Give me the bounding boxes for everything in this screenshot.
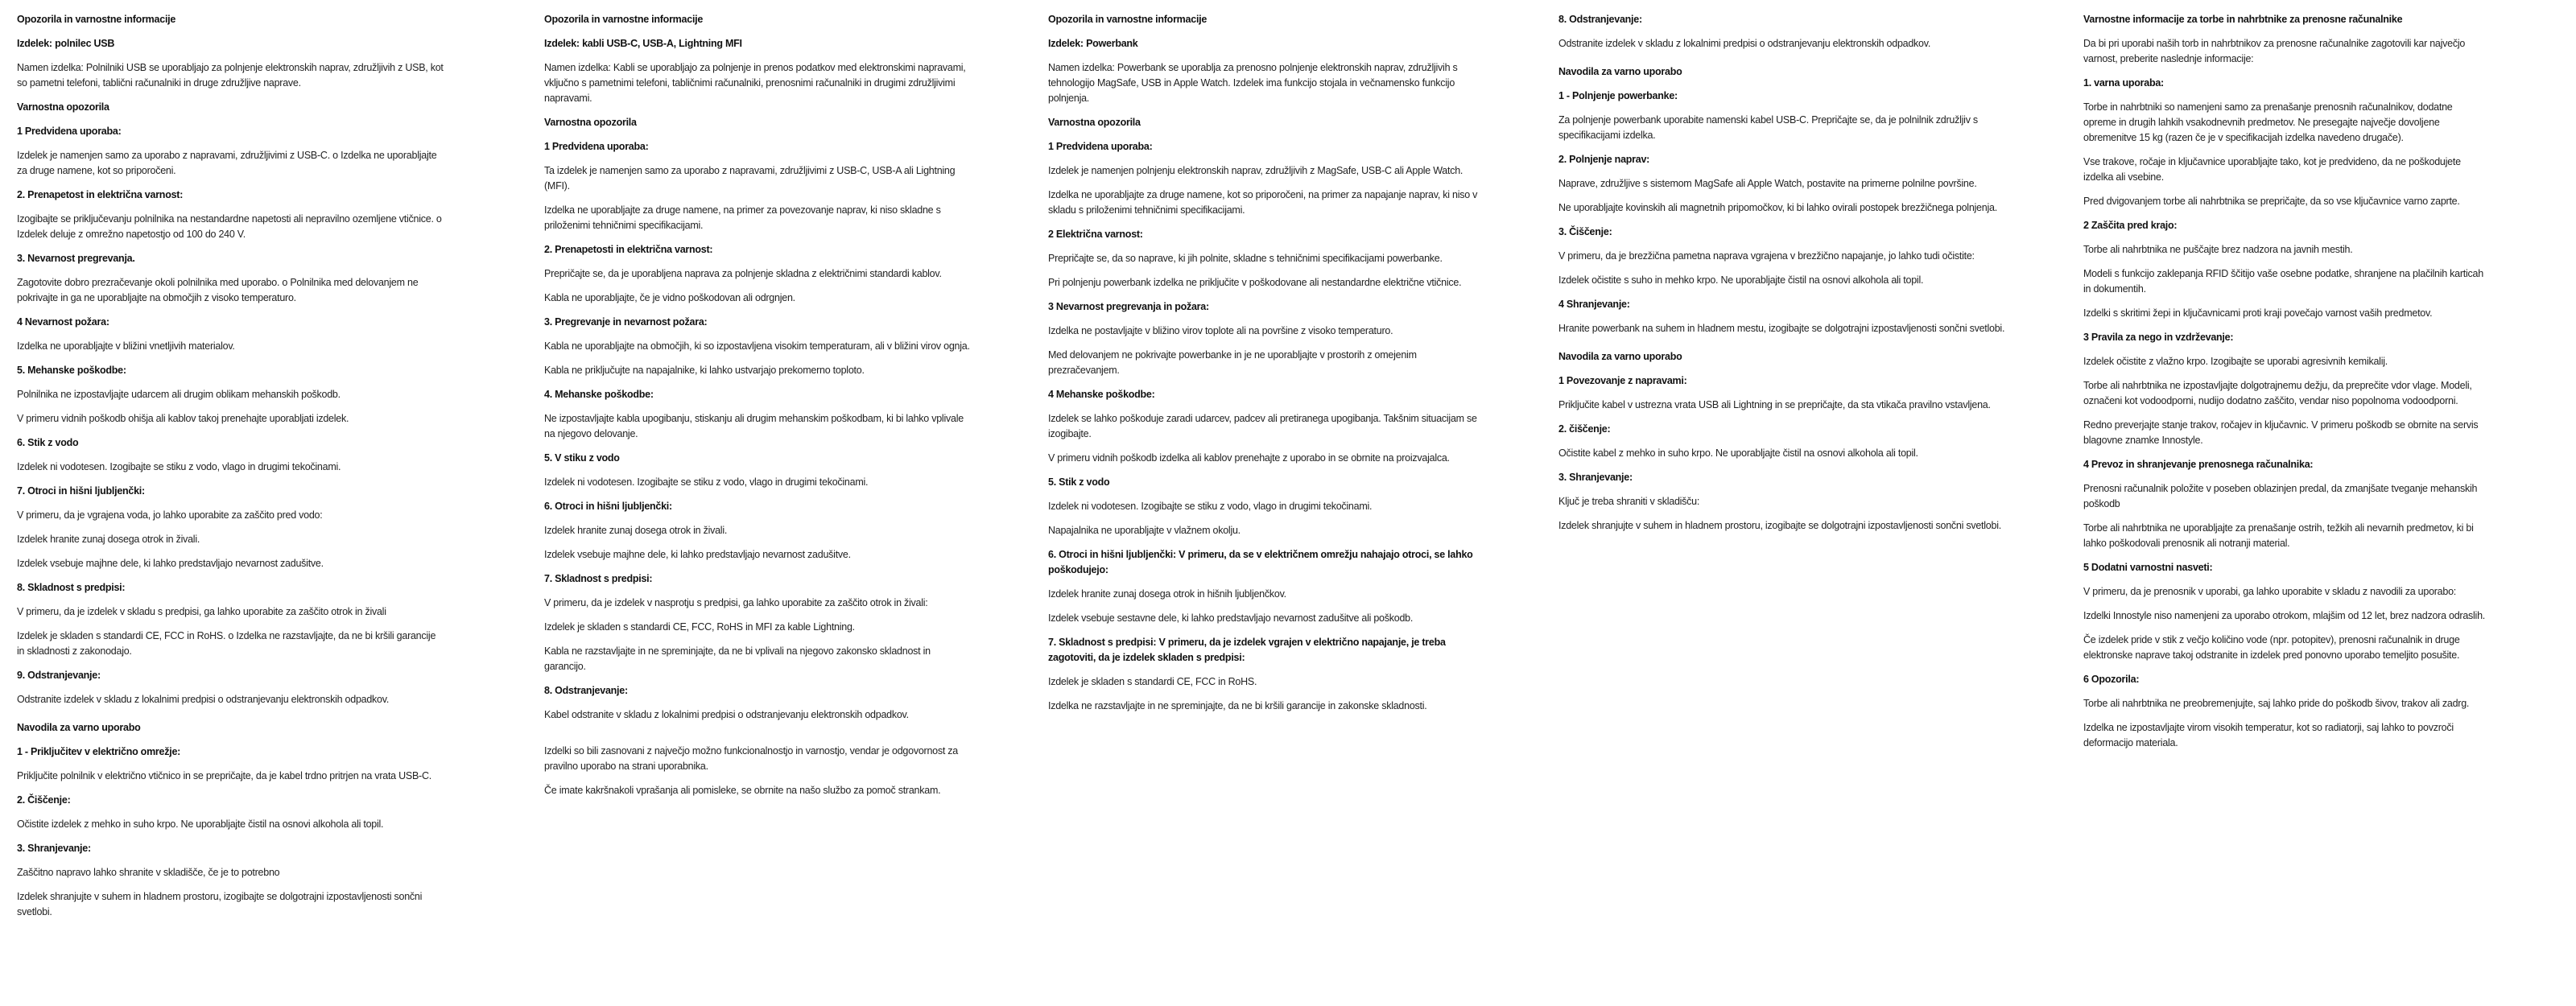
paragraph: Izdelek shranjujte v suhem in hladnem prostoru, izogibajte se dolgotrajni izpostavljenosti sončni svetlobi. [1558,520,2001,531]
section-heading: 2. čiščenje: [1558,423,1611,435]
paragraph: Izdelek hranite zunaj dosega otrok in živali. [544,525,728,536]
paragraph: Izdelka ne razstavljajte in ne spreminjajte, da ne bi kršili garancije in zakonske skladnosti. [1048,700,1427,711]
section-heading: Varnostna opozorila [544,117,637,128]
section-heading: Varnostna opozorila [1048,117,1141,128]
paragraph: Prepričajte se, da so naprave, ki jih polnite, skladne s tehničnimi specifikacijami powerbanke. [1048,253,1443,264]
paragraph: Izdelka ne uporabljajte za druge namene, kot so priporočeni, na primer za napajanje naprav, ki niso v skladu s priloženimi tehničnimi specifikacijami. [1048,189,1478,216]
section-heading: 1 - Priključitev v električno omrežje: [17,746,181,757]
paragraph: Vse trakove, ročaje in ključavnice uporabljajte tako, kot je predvideno, da ne poškodujete izdelka ali vsebine. [2083,156,2461,183]
paragraph: Naprave, združljive s sistemom MagSafe ali Apple Watch, postavite na primerne polnilne površine. [1558,178,1977,189]
paragraph: Prepričajte se, da je uporabljena naprava za polnjenje skladna z električnimi standardi kablov. [544,268,942,279]
paragraph: Izdelek se lahko poškoduje zaradi udarcev, padcev ali pretiranega upogibanja. Takšnim situacijam se izogibajte. [1048,413,1477,439]
section-heading: 4 Prevoz in shranjevanje prenosnega računalnika: [2083,459,2314,470]
section-heading: 1 Predvidena uporaba: [1048,141,1153,152]
paragraph: Izdelek vsebuje majhne dele, ki lahko predstavljajo nevarnost zadušitve. [17,558,324,569]
paragraph: Očistite izdelek z mehko in suho krpo. Ne uporabljajte čistil na osnovi alkohola ali topil. [17,818,384,830]
section-heading: 6. Stik z vodo [17,437,79,448]
paragraph: V primeru, da je izdelek v skladu s predpisi, ga lahko uporabite za zaščito otrok in živali [17,606,386,617]
paragraph: Kabla ne priključujte na napajalnike, ki lahko ustvarjajo prekomerno toploto. [544,365,865,376]
paragraph: Izdelek je skladen s standardi CE, FCC, RoHS in MFI za kable Lightning. [544,621,855,633]
paragraph: Napajalnika ne uporabljajte v vlažnem okolju. [1048,525,1241,536]
section-heading: 1 Predvidena uporaba: [544,141,649,152]
section-heading: 2 Električna varnost: [1048,229,1143,240]
section-heading: 3 Nevarnost pregrevanja in požara: [1048,301,1209,312]
paragraph: Pred dvigovanjem torbe ali nahrbtnika se prepričajte, da so vse ključavnice varno zaprte. [2083,196,2460,207]
paragraph: Izdelek je skladen s standardi CE, FCC in RoHS. o Izdelka ne razstavljajte, da ne bi kršili garancije in skladnosti z zakonodajo. [17,630,436,657]
section-heading: 2. Polnjenje naprav: [1558,154,1650,165]
section-heading: 8. Odstranjevanje: [1558,14,1642,25]
column-usb-charger-warnings [17,12,444,929]
section-heading: 2 Zaščita pred krajo: [2083,220,2178,231]
section-heading: 1 - Polnjenje powerbanke: [1558,90,1678,101]
paragraph: Torbe ali nahrbtnika ne puščajte brez nadzora na javnih mestih. [2083,244,2353,255]
section-heading: 6. Otroci in hišni ljubljenčki: [544,501,672,512]
section-heading: Varnostna opozorila [17,101,109,113]
paragraph: Polnilnika ne izpostavljajte udarcem ali drugim oblikam mehanskih poškodb. [17,389,341,400]
paragraph: Izdelki Innostyle niso namenjeni za uporabo otrokom, mlajšim od 12 let, brez nadzora odraslih. [2083,610,2485,621]
paragraph: V primeru, da je izdelek v nasprotju s predpisi, ga lahko uporabite za zaščito otrok in živali: [544,597,928,608]
section-heading: 5. V stiku z vodo [544,452,620,464]
paragraph: Izdelka ne uporabljajte v bližini vnetljivih materialov. [17,340,235,352]
paragraph: Torbe ali nahrbtnika ne preobremenjujte, saj lahko pride do poškodb šivov, trakov ali zadrg. [2083,698,2470,709]
paragraph: Torbe ali nahrbtnika ne izpostavljajte dolgotrajnemu dežju, da preprečite vdor vlage. Modeli, označeni kot vodoodporni, nudijo dodatno zaščito, vendar niso popolnoma vodoodporni. [2083,380,2472,406]
paragraph: V primeru vidnih poškodb ohišja ali kablov takoj prenehajte uporabljati izdelek. [17,413,349,424]
paragraph: Izdelek ni vodotesen. Izogibajte se stiku z vodo, vlago in drugimi tekočinami. [1048,501,1373,512]
section-heading: 3. Pregrevanje in nevarnost požara: [544,316,708,328]
section-heading: 3. Shranjevanje: [17,843,91,854]
section-heading: 4 Mehanske poškodbe: [1048,389,1155,400]
paragraph: Izdelek očistite s suho in mehko krpo. Ne uporabljajte čistil na osnovi alkohola ali topil. [1558,274,1924,286]
paragraph: Zagotovite dobro prezračevanje okoli polnilnika med uporabo. o Polnilnika med delovanjem ne pokrivajte in ga ne uporabljajte na območjih z visoko temperaturo. [17,277,419,303]
paragraph: Izdelka ne postavljajte v bližino virov toplote ali na površine z visoko temperaturo. [1048,325,1393,336]
section-heading: Opozorila in varnostne informacije [17,14,176,25]
paragraph: Izdelek je namenjen samo za uporabo z napravami, združljivimi z USB-C. o Izdelka ne uporabljajte za druge namene, kot so priporočeni. [17,150,437,176]
paragraph: Torbe in nahrbtniki so namenjeni samo za prenašanje prenosnih računalnikov, dodatne opreme in drugih lahkih vsakodnevnih predmetov. Ne presegajte največje dovoljene obremenitve 15 kg (razen če je v specifikacijah izdelka navedeno drugače). [2083,101,2453,143]
paragraph: Pri polnjenju powerbank izdelka ne priključite v poškodovane ali nestandardne električne vtičnice. [1048,277,1462,288]
paragraph: Ključ je treba shraniti v skladišču: [1558,496,1700,507]
section-heading: 6 Opozorila: [2083,674,2140,685]
paragraph: Namen izdelka: Powerbank se uporablja za prenosno polnjenje elektronskih naprav, združljivih s tehnologijo MagSafe, USB in Apple Watch. Izdelek ima funkcijo stojala in večnamensko funkcijo polnjenja. [1048,62,1458,104]
paragraph: Za polnjenje powerbank uporabite namenski kabel USB-C. Prepričajte se, da je polnilnik združljiv s specifikacijami izdelka. [1558,114,1978,141]
paragraph: Izdelek hranite zunaj dosega otrok in hišnih ljubljenčkov. [1048,588,1286,600]
section-heading: 8. Skladnost s predpisi: [17,582,126,593]
section-heading: Varnostne informacije za torbe in nahrbtnike za prenosne računalnike [2083,14,2403,25]
section-heading: Izdelek: Powerbank [1048,38,1138,49]
section-heading: Navodila za varno uporabo [17,722,141,733]
section-heading: Opozorila in varnostne informacije [1048,14,1208,25]
paragraph: V primeru vidnih poškodb izdelka ali kablov prenehajte z uporabo in se obrnite na proizvajalca. [1048,452,1450,464]
section-heading: 3. Shranjevanje: [1558,472,1633,483]
section-heading: 1. varna uporaba: [2083,77,2164,89]
paragraph: Ne izpostavljajte kabla upogibanju, stiskanju ali drugim mehanskim poškodbam, ki bi lahko vplivale na njegovo delovanje. [544,413,964,439]
paragraph: Hranite powerbank na suhem in hladnem mestu, izogibajte se dolgotrajni izpostavljenosti sončni svetlobi. [1558,323,2005,334]
paragraph: Če imate kakršnakoli vprašanja ali pomisleke, se obrnite na našo službo za pomoč strankam. [544,785,941,796]
paragraph: Če izdelek pride v stik z večjo količino vode (npr. potopitev), prenosni računalnik in druge elektronske naprave takoj odstranite in izdelek pred ponovno uporabo temeljito posušite. [2083,634,2460,661]
section-heading: 1 Predvidena uporaba: [17,126,122,137]
paragraph: V primeru, da je prenosnik v uporabi, ga lahko uporabite v skladu z navodili za uporabo: [2083,586,2457,597]
section-heading: Navodila za varno uporabo [1558,66,1682,77]
paragraph: Zaščitno napravo lahko shranite v skladišče, če je to potrebno [17,867,280,878]
paragraph: Očistite kabel z mehko in suho krpo. Ne uporabljajte čistil na osnovi alkohola ali topil. [1558,447,1918,459]
paragraph: Izdelek je skladen s standardi CE, FCC in RoHS. [1048,676,1257,687]
section-heading: 9. Odstranjevanje: [17,670,101,681]
paragraph: Namen izdelka: Polnilniki USB se uporabljajo za polnjenje elektronskih naprav, združljivih z USB, kot so pametni telefoni, tablični računalniki in druge združljive naprave. [17,62,444,89]
paragraph: Redno preverjajte stanje trakov, ročajev in ključavnic. V primeru poškodb se obrnite na servis blagovne znamke Innostyle. [2083,419,2479,446]
paragraph: Izdelka ne izpostavljajte virom visokih temperatur, kot so radiatorji, saj lahko to povzroči deformacijo materiala. [2083,722,2454,748]
section-heading: 1 Povezovanje z napravami: [1558,375,1687,386]
paragraph: Izdelek ni vodotesen. Izogibajte se stiku z vodo, vlago in drugimi tekočinami. [544,476,869,488]
section-heading: 2. Prenapetost in električna varnost: [17,189,184,200]
paragraph: Izdelek shranjujte v suhem in hladnem prostoru, izogibajte se dolgotrajni izpostavljenosti sončni svetlobi. [17,891,423,917]
paragraph: Kabla ne razstavljajte in ne spreminjajte, da ne bi vplivali na njegovo zakonsko skladnost in garancijo. [544,645,931,672]
section-heading: Izdelek: polnilec USB [17,38,115,49]
paragraph: Torbe ali nahrbtnika ne uporabljajte za prenašanje ostrih, težkih ali nevarnih predmetov, ki bi lahko poškodovali prenosnik ali notranji material. [2083,522,2474,549]
paragraph: Kabla ne uporabljajte na območjih, ki so izpostavljena visokim temperaturam, ali v bližini virov ognja. [544,340,970,352]
paragraph: V primeru, da je brezžična pametna naprava vgrajena v brezžično napajanje, jo lahko tudi očistite: [1558,250,1975,262]
column-laptop-bags-safety [2083,12,2486,760]
paragraph: Modeli s funkcijo zaklepanja RFID ščitijo vaše osebne podatke, shranjene na plačilnih karticah in dokumentih. [2083,268,2483,295]
paragraph: Odstranite izdelek v skladu z lokalnimi predpisi o odstranjevanju elektronskih odpadkov. [17,694,390,705]
paragraph: Izogibajte se priključevanju polnilnika na nestandardne napetosti ali nepravilno ozemljene vtičnice. o Izdelek deluje z omrežno napetostjo od 100 do 240 V. [17,213,442,240]
paragraph: Izdelki so bili zasnovani z največjo možno funkcionalnostjo in varnostjo, vendar je odgovornost za pravilno uporabo na strani uporabnika. [544,745,958,772]
column-powerbank-warnings [1048,12,1489,723]
paragraph: Ta izdelek je namenjen samo za uporabo z napravami, združljivimi z USB-C, USB-A ali Lightning (MFI). [544,165,956,192]
paragraph: Izdelek vsebuje sestavne dele, ki lahko predstavljajo nevarnost zadušitve ali poškodb. [1048,612,1414,624]
section-heading: Izdelek: kabli USB-C, USB-A, Lightning MFI [544,38,742,49]
section-heading: Navodila za varno uporabo [1558,351,1682,362]
section-heading: 6. Otroci in hišni ljubljenčki: V primeru, da se v električnem omrežju nahajajo otroci, se lahko poškodujejo: [1048,549,1473,575]
paragraph: Izdelka ne uporabljajte za druge namene, na primer za povezovanje naprav, ki niso skladne s priloženimi tehničnimi specifikacijami. [544,204,941,231]
paragraph: Izdelek hranite zunaj dosega otrok in živali. [17,534,200,545]
section-heading: 7. Skladnost s predpisi: [544,573,653,584]
paragraph: Izdelek očistite z vlažno krpo. Izogibajte se uporabi agresivnih kemikalij. [2083,356,2388,367]
section-heading: 8. Odstranjevanje: [544,685,628,696]
paragraph: Prenosni računalnik položite v poseben oblazinjen predal, da zmanjšate tveganje mehanskih poškodb [2083,483,2478,509]
section-heading: 7. Skladnost s predpisi: V primeru, da je izdelek vgrajen v električno napajanje, je treba zagotoviti, da je izdelek skladen s predpisi: [1048,637,1446,663]
paragraph: V primeru, da je vgrajena voda, jo lahko uporabite za zaščito pred vodo: [17,509,323,521]
section-heading: 4. Mehanske poškodbe: [544,389,654,400]
paragraph: Izdelek ni vodotesen. Izogibajte se stiku z vodo, vlago in drugimi tekočinami. [17,461,341,472]
paragraph: Izdelek je namenjen polnjenju elektronskih naprav, združljivih z MagSafe, USB-C ali Apple Watch. [1048,165,1463,176]
paragraph: Priključite kabel v ustrezna vrata USB ali Lightning in se prepričajte, da sta vtikača pravilno vstavljena. [1558,399,1991,410]
section-heading: Opozorila in varnostne informacije [544,14,704,25]
section-heading: 3. Čiščenje: [1558,226,1612,237]
column-cables-warnings [544,12,971,807]
paragraph: Kabla ne uporabljajte, če je vidno poškodovan ali odrgnjen. [544,292,795,303]
paragraph: Namen izdelka: Kabli se uporabljajo za polnjenje in prenos podatkov med elektronskimi napravami, vključno s pametnimi telefoni, tabličnimi računalniki, prenosnimi računalniki in drugimi združljivimi napravami. [544,62,966,104]
section-heading: 5. Stik z vodo [1048,476,1110,488]
paragraph: Odstranite izdelek v skladu z lokalnimi predpisi o odstranjevanju elektronskih odpadkov. [1558,38,1931,49]
section-heading: 4 Nevarnost požara: [17,316,109,328]
section-heading: 2. Prenapetosti in električna varnost: [544,244,713,255]
section-heading: 5 Dodatni varnostni nasveti: [2083,562,2213,573]
paragraph: Izdelki s skritimi žepi in ključavnicami proti kraji povečajo varnost vaših predmetov. [2083,307,2433,319]
section-heading: 5. Mehanske poškodbe: [17,365,126,376]
paragraph: Da bi pri uporabi naših torb in nahrbtnikov za prenosne računalnike zagotovili kar največjo varnost, preberite naslednje informacije: [2083,38,2466,64]
section-heading: 4 Shranjevanje: [1558,299,1630,310]
column-powerbank-and-cable-usage [1558,12,2011,542]
paragraph: Izdelek vsebuje majhne dele, ki lahko predstavljajo nevarnost zadušitve. [544,549,851,560]
paragraph: Med delovanjem ne pokrivajte powerbanke in je ne uporabljajte v prostorih z omejenim prezračevanjem. [1048,349,1417,376]
section-heading: 2. Čiščenje: [17,794,71,806]
paragraph: Kabel odstranite v skladu z lokalnimi predpisi o odstranjevanju elektronskih odpadkov. [544,709,909,720]
section-heading: 3. Nevarnost pregrevanja. [17,253,135,264]
section-heading: 7. Otroci in hišni ljubljenčki: [17,485,145,497]
paragraph: Priključite polnilnik v električno vtičnico in se prepričajte, da je kabel trdno pritrjen na vrata USB-C. [17,770,431,781]
paragraph: Ne uporabljajte kovinskih ali magnetnih pripomočkov, ki bi lahko ovirali postopek brezžičnega polnjenja. [1558,202,1997,213]
section-heading: 3 Pravila za nego in vzdrževanje: [2083,332,2234,343]
